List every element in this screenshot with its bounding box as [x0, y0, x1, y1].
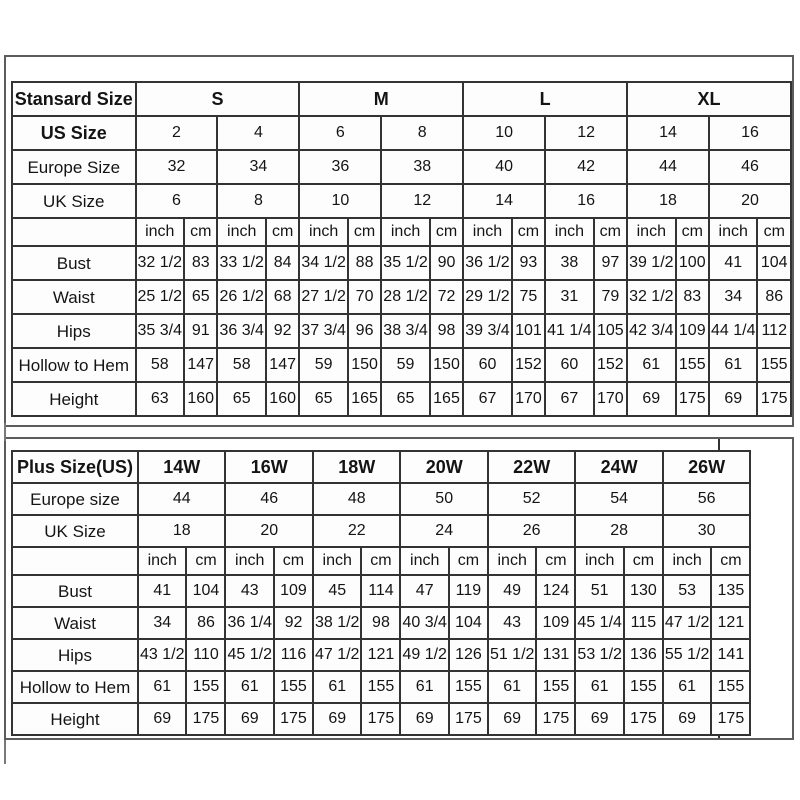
measure-value-cell: 175 [676, 382, 709, 416]
corner-label-cell: Plus Size(US) [12, 451, 138, 483]
measure-value-cell: 38 3/4 [381, 314, 429, 348]
size-value-cell: 52 [488, 483, 575, 515]
measure-value-cell: 114 [361, 575, 400, 607]
measure-value-cell: 40 3/4 [400, 607, 448, 639]
size-value-cell: 44 [627, 150, 709, 184]
measure-value-cell: 53 1/2 [575, 639, 623, 671]
plus-size-table-box [4, 437, 794, 740]
measure-value-cell: 83 [676, 280, 709, 314]
unit-cell: inch [663, 547, 711, 575]
measure-value-cell: 155 [757, 348, 791, 382]
measure-value-cell: 101 [512, 314, 545, 348]
measure-value-cell: 70 [348, 280, 381, 314]
unit-cell: inch [575, 547, 623, 575]
measure-value-cell: 53 [663, 575, 711, 607]
measure-value-cell: 44 1/4 [709, 314, 757, 348]
measure-value-cell: 49 1/2 [400, 639, 448, 671]
measure-value-cell: 165 [348, 382, 381, 416]
size-value-cell: 32 [136, 150, 218, 184]
measure-value-cell: 42 3/4 [627, 314, 675, 348]
measure-value-cell: 34 [138, 607, 186, 639]
size-value-cell: 42 [545, 150, 627, 184]
size-group-cell: 18W [313, 451, 400, 483]
size-value-cell: 22 [313, 515, 400, 547]
measure-value-cell: 86 [757, 280, 791, 314]
measure-value-cell: 155 [676, 348, 709, 382]
measure-value-cell: 47 1/2 [663, 607, 711, 639]
measure-value-cell: 155 [186, 671, 225, 703]
measure-value-cell: 93 [512, 246, 545, 280]
measure-value-cell: 59 [299, 348, 347, 382]
unit-cell: cm [449, 547, 488, 575]
measure-value-cell: 49 [488, 575, 536, 607]
measure-value-cell: 36 1/2 [463, 246, 511, 280]
measure-value-cell: 34 [709, 280, 757, 314]
measure-value-cell: 60 [545, 348, 593, 382]
measure-value-cell: 61 [627, 348, 675, 382]
measure-value-cell: 175 [624, 703, 663, 735]
measure-value-cell: 69 [663, 703, 711, 735]
measure-value-cell: 61 [575, 671, 623, 703]
unit-cell: inch [313, 547, 361, 575]
measure-value-cell: 41 [138, 575, 186, 607]
unit-cell: inch [217, 218, 265, 246]
size-value-cell: 50 [400, 483, 487, 515]
measure-value-cell: 69 [709, 382, 757, 416]
size-value-cell: 38 [381, 150, 463, 184]
measure-value-cell: 39 1/2 [627, 246, 675, 280]
measure-value-cell: 98 [361, 607, 400, 639]
measure-value-cell: 47 1/2 [313, 639, 361, 671]
measure-value-cell: 69 [488, 703, 536, 735]
size-value-cell: 54 [575, 483, 662, 515]
measure-value-cell: 61 [400, 671, 448, 703]
measure-value-cell: 165 [430, 382, 463, 416]
measure-value-cell: 38 [545, 246, 593, 280]
unit-cell: cm [512, 218, 545, 246]
measure-value-cell: 51 1/2 [488, 639, 536, 671]
measure-value-cell: 32 1/2 [627, 280, 675, 314]
measure-value-cell: 92 [274, 607, 313, 639]
measure-value-cell: 58 [136, 348, 184, 382]
unit-cell: inch [545, 218, 593, 246]
measure-value-cell: 124 [536, 575, 575, 607]
size-group-cell: L [463, 82, 627, 116]
size-group-cell: XL [627, 82, 791, 116]
measure-value-cell: 61 [709, 348, 757, 382]
size-value-cell: 44 [138, 483, 225, 515]
size-value-cell: 40 [463, 150, 545, 184]
measure-value-cell: 160 [184, 382, 217, 416]
measure-value-cell: 109 [536, 607, 575, 639]
unit-cell: inch [400, 547, 448, 575]
measure-value-cell: 33 1/2 [217, 246, 265, 280]
unit-cell: inch [627, 218, 675, 246]
measure-value-cell: 130 [624, 575, 663, 607]
measure-value-cell: 68 [266, 280, 299, 314]
size-group-cell: 16W [225, 451, 312, 483]
measure-value-cell: 115 [624, 607, 663, 639]
measure-value-cell: 175 [449, 703, 488, 735]
scan-artifact-line [4, 423, 6, 441]
size-value-cell: 14 [627, 116, 709, 150]
measure-value-cell: 104 [757, 246, 791, 280]
measure-value-cell: 69 [627, 382, 675, 416]
measure-value-cell: 92 [266, 314, 299, 348]
measure-value-cell: 131 [536, 639, 575, 671]
measure-value-cell: 36 3/4 [217, 314, 265, 348]
unit-cell: inch [463, 218, 511, 246]
row-label-cell: UK Size [12, 515, 138, 547]
size-value-cell: 46 [709, 150, 791, 184]
measure-value-cell: 175 [361, 703, 400, 735]
measure-value-cell: 58 [217, 348, 265, 382]
measure-value-cell: 112 [757, 314, 791, 348]
measure-value-cell: 67 [545, 382, 593, 416]
measure-value-cell: 45 1/2 [225, 639, 273, 671]
measure-value-cell: 65 [184, 280, 217, 314]
measure-value-cell: 27 1/2 [299, 280, 347, 314]
measure-value-cell: 69 [138, 703, 186, 735]
measure-value-cell: 170 [512, 382, 545, 416]
scan-artifact-line [4, 740, 6, 764]
measure-value-cell: 175 [274, 703, 313, 735]
unit-cell: cm [711, 547, 750, 575]
measure-value-cell: 60 [463, 348, 511, 382]
row-label-cell: Waist [12, 607, 138, 639]
size-group-cell: 24W [575, 451, 662, 483]
size-value-cell: 56 [663, 483, 750, 515]
unit-cell: cm [274, 547, 313, 575]
size-value-cell: 18 [138, 515, 225, 547]
row-label-cell: Hollow to Hem [12, 348, 136, 382]
size-value-cell: 2 [136, 116, 218, 150]
measure-value-cell: 28 1/2 [381, 280, 429, 314]
size-value-cell: 30 [663, 515, 750, 547]
measure-value-cell: 38 1/2 [313, 607, 361, 639]
measure-value-cell: 91 [184, 314, 217, 348]
measure-value-cell: 105 [594, 314, 627, 348]
measure-value-cell: 41 1/4 [545, 314, 593, 348]
measure-value-cell: 75 [512, 280, 545, 314]
row-label-cell: Europe Size [12, 150, 136, 184]
measure-value-cell: 69 [575, 703, 623, 735]
measure-value-cell: 67 [463, 382, 511, 416]
measure-value-cell: 121 [711, 607, 750, 639]
measure-value-cell: 43 [488, 607, 536, 639]
size-table-standard-sizes [11, 81, 792, 417]
measure-value-cell: 152 [512, 348, 545, 382]
row-label-cell: Height [12, 703, 138, 735]
row-label-cell: Hips [12, 639, 138, 671]
measure-value-cell: 55 1/2 [663, 639, 711, 671]
standard-size-table-box [4, 55, 794, 427]
size-value-cell: 12 [381, 184, 463, 218]
row-label-cell: Waist [12, 280, 136, 314]
unit-cell: inch [488, 547, 536, 575]
measure-value-cell: 32 1/2 [136, 246, 184, 280]
measure-value-cell: 90 [430, 246, 463, 280]
measure-value-cell: 175 [536, 703, 575, 735]
empty-corner-cell [12, 547, 138, 575]
size-group-cell: 26W [663, 451, 750, 483]
unit-cell: inch [299, 218, 347, 246]
measure-value-cell: 96 [348, 314, 381, 348]
measure-value-cell: 45 1/4 [575, 607, 623, 639]
measure-value-cell: 160 [266, 382, 299, 416]
measure-value-cell: 35 1/2 [381, 246, 429, 280]
measure-value-cell: 126 [449, 639, 488, 671]
size-group-cell: S [136, 82, 300, 116]
measure-value-cell: 63 [136, 382, 184, 416]
measure-value-cell: 61 [313, 671, 361, 703]
measure-value-cell: 170 [594, 382, 627, 416]
measure-value-cell: 26 1/2 [217, 280, 265, 314]
measure-value-cell: 175 [186, 703, 225, 735]
row-label-cell: Height [12, 382, 136, 416]
measure-value-cell: 155 [274, 671, 313, 703]
measure-value-cell: 65 [217, 382, 265, 416]
measure-value-cell: 37 3/4 [299, 314, 347, 348]
row-label-cell: Bust [12, 246, 136, 280]
size-value-cell: 6 [136, 184, 218, 218]
row-label-cell: UK Size [12, 184, 136, 218]
unit-cell: cm [361, 547, 400, 575]
unit-cell: inch [136, 218, 184, 246]
empty-corner-cell [12, 218, 136, 246]
measure-value-cell: 59 [381, 348, 429, 382]
row-label-cell: Hips [12, 314, 136, 348]
measure-value-cell: 47 [400, 575, 448, 607]
measure-value-cell: 51 [575, 575, 623, 607]
measure-value-cell: 175 [711, 703, 750, 735]
measure-value-cell: 116 [274, 639, 313, 671]
unit-cell: inch [381, 218, 429, 246]
size-value-cell: 16 [709, 116, 791, 150]
measure-value-cell: 110 [186, 639, 225, 671]
measure-value-cell: 31 [545, 280, 593, 314]
size-group-cell: 20W [400, 451, 487, 483]
size-value-cell: 4 [217, 116, 299, 150]
size-value-cell: 10 [463, 116, 545, 150]
size-table-plus-sizes [11, 450, 751, 736]
unit-cell: inch [138, 547, 186, 575]
size-group-cell: 22W [488, 451, 575, 483]
measure-value-cell: 61 [225, 671, 273, 703]
measure-value-cell: 41 [709, 246, 757, 280]
measure-value-cell: 100 [676, 246, 709, 280]
unit-cell: cm [624, 547, 663, 575]
measure-value-cell: 155 [449, 671, 488, 703]
measure-value-cell: 109 [676, 314, 709, 348]
row-label-cell: Bust [12, 575, 138, 607]
measure-value-cell: 45 [313, 575, 361, 607]
measure-value-cell: 150 [430, 348, 463, 382]
measure-value-cell: 43 [225, 575, 273, 607]
measure-value-cell: 109 [274, 575, 313, 607]
measure-value-cell: 175 [757, 382, 791, 416]
measure-value-cell: 88 [348, 246, 381, 280]
row-label-cell: Europe size [12, 483, 138, 515]
measure-value-cell: 155 [536, 671, 575, 703]
measure-value-cell: 65 [381, 382, 429, 416]
measure-value-cell: 36 1/4 [225, 607, 273, 639]
measure-value-cell: 155 [361, 671, 400, 703]
size-group-cell: 14W [138, 451, 225, 483]
size-value-cell: 34 [217, 150, 299, 184]
measure-value-cell: 155 [624, 671, 663, 703]
measure-value-cell: 147 [266, 348, 299, 382]
size-value-cell: 8 [217, 184, 299, 218]
measure-value-cell: 119 [449, 575, 488, 607]
measure-value-cell: 136 [624, 639, 663, 671]
unit-cell: cm [184, 218, 217, 246]
measure-value-cell: 84 [266, 246, 299, 280]
measure-value-cell: 43 1/2 [138, 639, 186, 671]
measure-value-cell: 34 1/2 [299, 246, 347, 280]
measure-value-cell: 65 [299, 382, 347, 416]
measure-value-cell: 104 [186, 575, 225, 607]
measure-value-cell: 79 [594, 280, 627, 314]
size-value-cell: 24 [400, 515, 487, 547]
measure-value-cell: 35 3/4 [136, 314, 184, 348]
measure-value-cell: 150 [348, 348, 381, 382]
measure-value-cell: 141 [711, 639, 750, 671]
unit-cell: cm [536, 547, 575, 575]
size-value-cell: 20 [709, 184, 791, 218]
size-value-cell: 48 [313, 483, 400, 515]
measure-value-cell: 69 [225, 703, 273, 735]
size-value-cell: 18 [627, 184, 709, 218]
measure-value-cell: 121 [361, 639, 400, 671]
measure-value-cell: 97 [594, 246, 627, 280]
size-value-cell: 46 [225, 483, 312, 515]
measure-value-cell: 83 [184, 246, 217, 280]
measure-value-cell: 152 [594, 348, 627, 382]
size-value-cell: 28 [575, 515, 662, 547]
unit-cell: inch [709, 218, 757, 246]
row-label-cell: US Size [12, 116, 136, 150]
size-value-cell: 6 [299, 116, 381, 150]
measure-value-cell: 86 [186, 607, 225, 639]
measure-value-cell: 104 [449, 607, 488, 639]
corner-label-cell: Stansard Size [12, 82, 136, 116]
size-value-cell: 36 [299, 150, 381, 184]
size-group-cell: M [299, 82, 463, 116]
unit-cell: cm [594, 218, 627, 246]
unit-cell: inch [225, 547, 273, 575]
size-value-cell: 14 [463, 184, 545, 218]
unit-cell: cm [348, 218, 381, 246]
size-value-cell: 10 [299, 184, 381, 218]
measure-value-cell: 61 [138, 671, 186, 703]
measure-value-cell: 61 [663, 671, 711, 703]
size-value-cell: 8 [381, 116, 463, 150]
measure-value-cell: 39 3/4 [463, 314, 511, 348]
unit-cell: cm [676, 218, 709, 246]
size-value-cell: 12 [545, 116, 627, 150]
measure-value-cell: 135 [711, 575, 750, 607]
measure-value-cell: 61 [488, 671, 536, 703]
unit-cell: cm [430, 218, 463, 246]
unit-cell: cm [266, 218, 299, 246]
measure-value-cell: 29 1/2 [463, 280, 511, 314]
measure-value-cell: 98 [430, 314, 463, 348]
unit-cell: cm [186, 547, 225, 575]
measure-value-cell: 72 [430, 280, 463, 314]
size-value-cell: 16 [545, 184, 627, 218]
size-value-cell: 26 [488, 515, 575, 547]
row-label-cell: Hollow to Hem [12, 671, 138, 703]
unit-cell: cm [757, 218, 791, 246]
measure-value-cell: 147 [184, 348, 217, 382]
measure-value-cell: 69 [400, 703, 448, 735]
measure-value-cell: 25 1/2 [136, 280, 184, 314]
measure-value-cell: 69 [313, 703, 361, 735]
measure-value-cell: 155 [711, 671, 750, 703]
size-value-cell: 20 [225, 515, 312, 547]
